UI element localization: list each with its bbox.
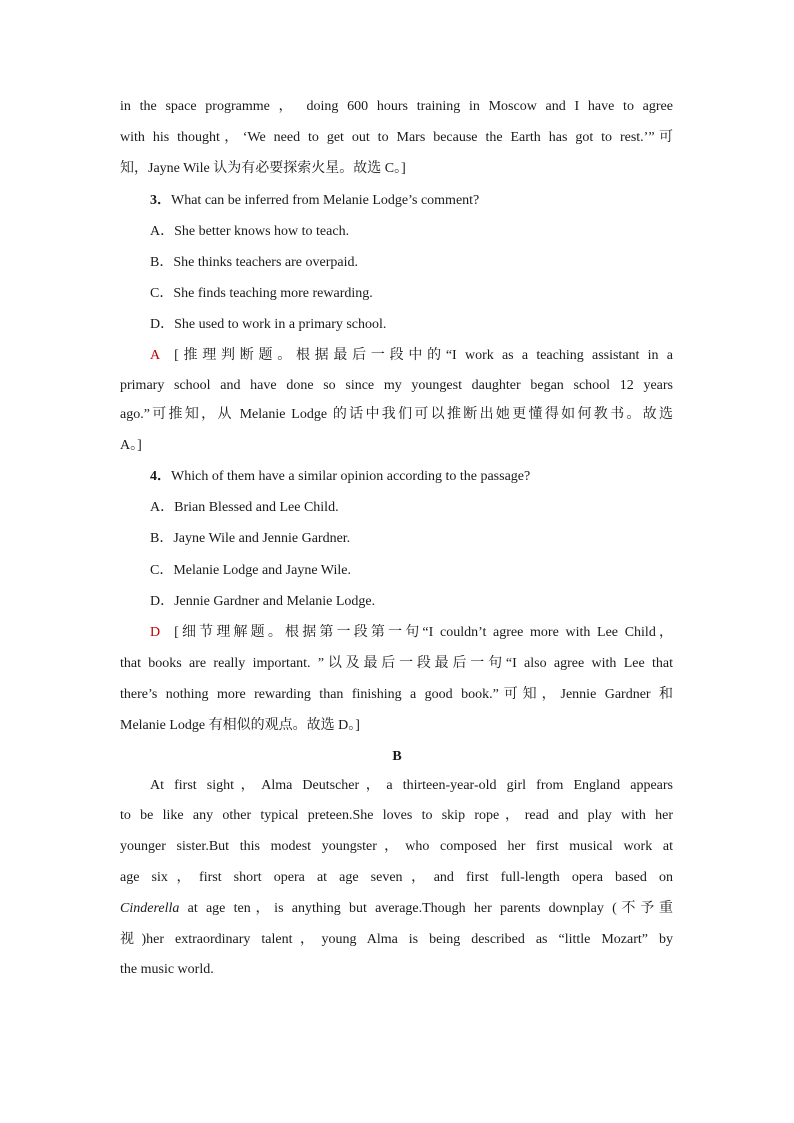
question-3-explanation-line-3: ago.”可推知，从 Melanie Lodge 的话中我们可以推断出她更懂得如何教书。故选 — [120, 407, 673, 422]
question-3-explanation-line-1: A [推理判断题。根据最后一段中的“I work as a teaching assistant in a — [150, 348, 673, 363]
passage-line-3: younger sister.But this modest youngster，who composed her first musical work at — [120, 839, 673, 854]
question-3-option-a: A．She better knows how to teach. — [150, 224, 350, 239]
question-4-option-b: B．Jayne Wile and Jennie Gardner. — [150, 531, 351, 546]
question-4-option-c: C．Melanie Lodge and Jayne Wile. — [150, 563, 351, 578]
question-3-answer: A — [150, 348, 161, 363]
passage-line-7: the music world. — [120, 962, 214, 977]
passage-line-2: to be like any other typical preteen.She loves to skip rope，read and play with her — [120, 808, 673, 823]
question-4-explanation-line-3: there’s nothing more rewarding than finishing a good book.”可知，Jennie Gardner 和 — [120, 687, 673, 702]
question-3-option-d: D．She used to work in a primary school. — [150, 317, 387, 332]
question-3 — [150, 191, 479, 211]
question-4-explanation-line-4: Melanie Lodge 有相似的观点。故选 D。] — [120, 718, 360, 733]
question-3-explanation-line-2: primary school and have done so since my youngest daughter began school 12 years — [120, 378, 673, 393]
question-3-explanation-line-4: A。] — [120, 438, 142, 453]
question-3-stem: What can be inferred from Melanie Lodge’s comment? — [171, 193, 480, 208]
question-3-number: 3． — [150, 193, 171, 208]
question-3-option-b: B．She thinks teachers are overpaid. — [150, 255, 358, 270]
intro-line-3: 知，Jayne Wile 认为有必要探索火星。故选 C。] — [120, 161, 406, 176]
passage-line-5: Cinderella at age ten，is anything but average.Though her parents downplay (不予重 — [120, 901, 673, 916]
intro-line-1: in the space programme ， doing 600 hours training in Moscow and I have to agree — [120, 99, 673, 114]
passage-line-4: age six，first short opera at age seven，and first full-length opera based on — [120, 870, 673, 885]
question-3-option-c: C．She finds teaching more rewarding. — [150, 286, 373, 301]
question-4 — [150, 467, 530, 487]
question-4-explanation-line-2: that books are really important. ”以及最后一段最后一句“I also agree with Lee that — [120, 656, 673, 671]
question-4-stem: Which of them have a similar opinion according to the passage? — [171, 469, 531, 484]
passage-line-6: 视)her extraordinary talent，young Alma is being described as “little Mozart” by — [120, 932, 673, 947]
question-4-option-a: A．Brian Blessed and Lee Child. — [150, 500, 339, 515]
question-4-number: 4． — [150, 469, 171, 484]
question-4-option-d: D．Jennie Gardner and Melanie Lodge. — [150, 594, 376, 609]
question-4-answer: D — [150, 625, 161, 640]
section-b-heading: B — [392, 749, 402, 764]
intro-line-2: with his thought，‘We need to get out to Mars because the Earth has got to rest.’”可 — [120, 130, 673, 145]
passage-italic-title: Cinderella — [120, 901, 180, 916]
passage-line-1: At first sight，Alma Deutscher，a thirteen-year-old girl from England appears — [150, 778, 673, 793]
question-4-explanation-line-1: D [细节理解题。根据第一段第一句“I couldn’t agree more with Lee Child， — [150, 625, 673, 640]
